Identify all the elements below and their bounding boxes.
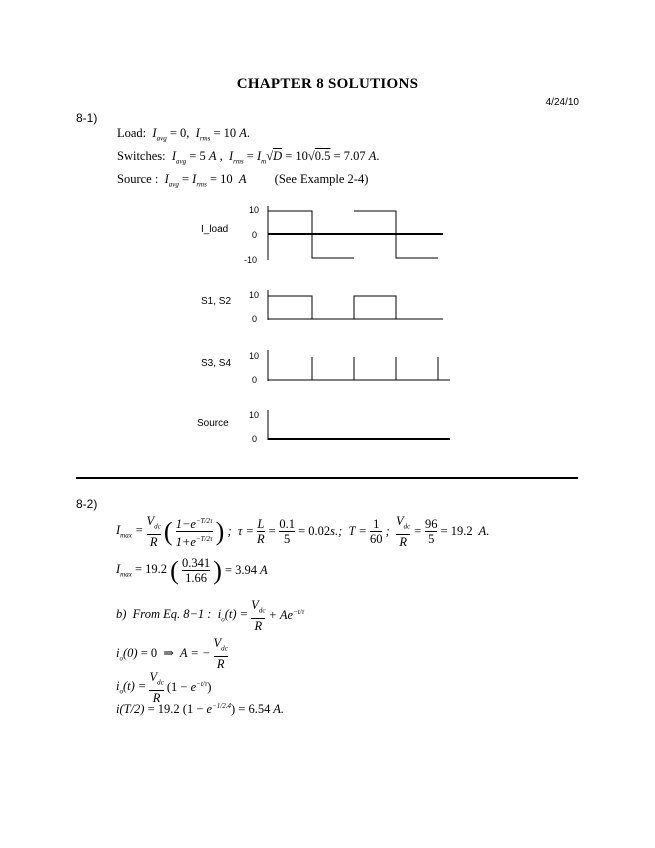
tick-s3s4-10: 10 [249, 351, 260, 361]
s1s2-pulse-1 [268, 296, 312, 319]
source-equation: Source : $I_{avg} = I_{rms} = 10$ A (See Example 2-4) [117, 172, 369, 189]
tick-s1s2-0: 0 [252, 314, 258, 324]
equation-io-t: $i_o(t)$ = $V_{dc}$ R $(1 - e^{-t/\tau})$ [116, 670, 212, 705]
plot-label-load: I_load [201, 224, 229, 235]
problem-number-8-1: 8-1) [76, 111, 98, 125]
date-stamp: 4/24/10 [545, 97, 579, 108]
tick-source-0: 0 [252, 434, 258, 444]
equation-imax-tau: $I_{max}$ = $V_{dc}$ R ( $\frac{1-e^{-T/2\tau}}{1+e^{-T/2\tau}}$ ) ; τ = $\frac{L}{R}$ = $\frac{0.1}{5}$ = 0.02s.; T = $\frac{1}{60}$ ; $V_{dc}$ R = $\frac{96}{5}$ = 19.2 A. [116, 514, 490, 550]
switches-equation: Switches: $I_{avg} = 5$ A , $I_{rms} = I_m√D = 10√0.5 = 7.07$ A. [117, 149, 380, 166]
equation-initial-condition: $i_o(0) = 0$ ⇒ A = − $V_{dc}$ R [116, 636, 228, 671]
equation-part-b: b) From Eq. 8−1 : $i_o(t)$ = $V_{dc}$ R + $Ae^{-t/\tau}$ [116, 598, 305, 633]
tick-s3s4-0: 0 [252, 375, 258, 385]
equation-i-half-period: i(T/2) = 19.2 $(1 - e^{-1/2.4}) = 6.54$ A. [116, 702, 284, 717]
plot-label-source: Source [197, 418, 229, 429]
plot-label-s3s4: S3, S4 [201, 358, 232, 369]
problem-number-8-2: 8-2) [76, 497, 98, 511]
plot-label-s1s2: S1, S2 [201, 296, 232, 307]
section-divider [76, 477, 578, 479]
tick-source-10: 10 [249, 410, 260, 420]
tick-load-0: 0 [252, 230, 258, 240]
tick-s1s2-10: 10 [249, 290, 260, 300]
tick-load-neg10: -10 [244, 255, 258, 265]
tick-load-10: 10 [249, 205, 260, 215]
page-title: CHAPTER 8 SOLUTIONS [236, 76, 419, 92]
equation-imax-value: $I_{max} = 19.2$ ( $\frac{0.341}{1.66}$ ) = 3.94 A [116, 555, 268, 585]
s1s2-pulse-2 [354, 296, 396, 319]
load-equation: Load: $I_{avg} = 0$, $I_{rms} = 10$ A. [117, 126, 251, 143]
